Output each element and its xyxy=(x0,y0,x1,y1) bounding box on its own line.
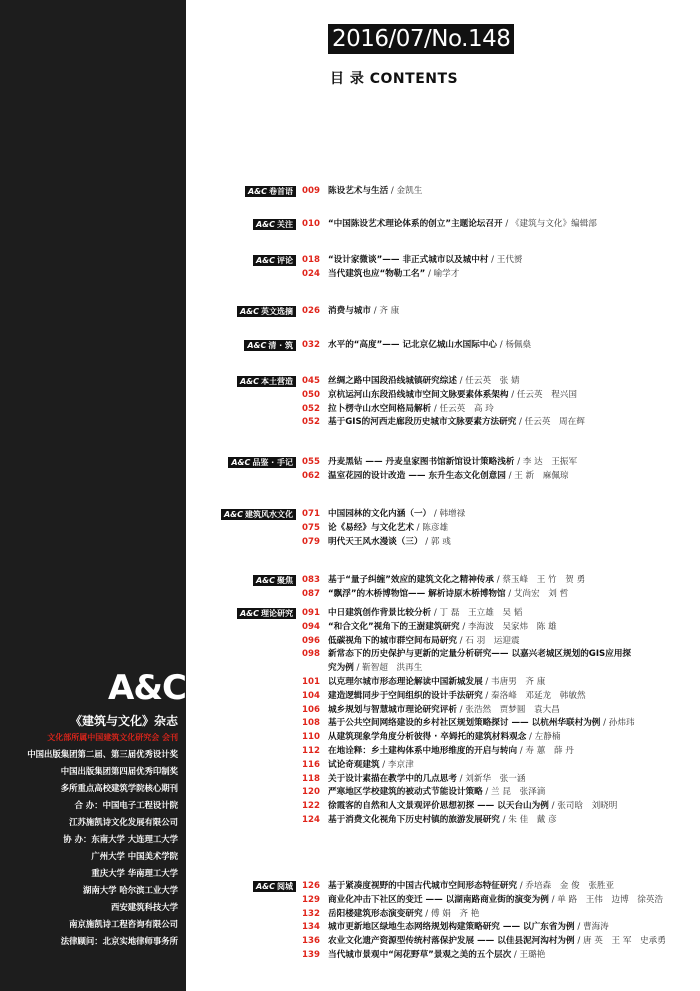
article-author: / 王璐艳 xyxy=(511,950,546,960)
article-author: / 靳智超 洪再生 xyxy=(353,663,423,674)
toc-entry[interactable] xyxy=(328,662,422,674)
page-number: 126 xyxy=(302,881,320,891)
toc-entry[interactable] xyxy=(302,800,617,812)
page-number: 032 xyxy=(302,340,320,350)
section-tag-label: 阅城 xyxy=(277,882,293,891)
toc-entry[interactable] xyxy=(302,676,545,688)
article-author: / 朱 佳 戴 彦 xyxy=(499,815,557,825)
section-tag xyxy=(237,608,296,619)
article-author: / 张浩然 贾梦圆 袁大昌 xyxy=(456,704,560,715)
article-author: / 杨佩燊 xyxy=(496,340,532,350)
toc-entry[interactable] xyxy=(302,648,631,660)
article-title: 在地诠释：乡土建构体系中地形维度的开启与转向 xyxy=(328,746,518,756)
toc-entry[interactable] xyxy=(302,935,666,947)
page-number: 055 xyxy=(302,457,320,467)
article-author: / 任云英 程兴国 xyxy=(508,389,577,400)
article-title: 基于GIS的河西走廊段历史城市文脉要素方法研究 xyxy=(328,417,517,428)
toc-entry[interactable] xyxy=(302,921,609,933)
magazine-name: 《建筑与文化》杂志 xyxy=(69,714,178,728)
toc-entry[interactable] xyxy=(302,894,663,906)
article-title: 明代天王风水漫谈（三） xyxy=(328,536,423,547)
ac-mark: A&C xyxy=(255,576,275,585)
page-number: 026 xyxy=(302,306,320,316)
toc-entry[interactable] xyxy=(302,773,525,785)
article-author: / 韩增禄 xyxy=(431,509,466,519)
article-author: / 李 达 王振军 xyxy=(514,457,578,467)
article-author: / 傅 娟 齐 艳 xyxy=(422,908,480,919)
article-author: / 兰 昆 张泽滴 xyxy=(482,787,546,798)
article-title: 究为例 xyxy=(328,663,354,674)
article-title: 论《易经》与文化艺术 xyxy=(328,522,414,533)
article-title: 当代城市景观中“闲花野草”景观之美的五个层次 xyxy=(328,950,512,960)
toc-entry[interactable] xyxy=(302,574,585,586)
page-number: 083 xyxy=(302,575,320,585)
article-title: 拉卜楞寺山水空间格局解析 xyxy=(328,403,432,414)
article-author: / 任云英 高 玲 xyxy=(431,403,494,414)
page-number: 052 xyxy=(302,417,320,428)
ac-mark: A&C xyxy=(247,341,267,350)
info-line: 江苏施凯诗文化发展有限公司 xyxy=(69,817,178,827)
ac-logo: A&C xyxy=(108,668,186,708)
section-tag xyxy=(253,219,296,230)
article-title: 基于消费文化视角下历史村镇的旅游发展研究 xyxy=(328,815,500,825)
article-author: / 乔培森 金 俊 张胜亚 xyxy=(517,881,615,891)
section-tag-label: 清 · 筑 xyxy=(268,341,293,350)
article-title: 消费与城市 xyxy=(328,306,371,316)
page-number: 106 xyxy=(302,704,320,715)
page-number: 129 xyxy=(302,894,320,905)
toc-entry[interactable] xyxy=(302,218,597,230)
toc-entry[interactable] xyxy=(302,456,577,468)
article-title: “中国陈设艺术理论体系的创立”主题论坛召开 xyxy=(328,219,503,229)
toc-entry[interactable] xyxy=(302,635,520,647)
article-title: “设计家微谈”—— 非正式城市以及城中村 xyxy=(328,255,489,265)
article-title: 以克理尔城市形态理论解读中国新城发展 xyxy=(328,677,483,687)
toc-entry[interactable] xyxy=(302,470,569,482)
article-title: 城市更新地区绿地生态网络规划构建策略研究 —— 以广东省为例 xyxy=(328,922,575,933)
article-author: / 王代赟 xyxy=(488,255,523,265)
article-title: 丝绸之路中国段沿线城镇研究综述 xyxy=(328,376,457,386)
section-tag xyxy=(228,457,296,468)
article-author: / 丁 磊 王立雄 吴 韬 xyxy=(431,608,523,618)
page-number: 122 xyxy=(302,801,320,812)
page-number: 096 xyxy=(302,635,320,646)
article-title: 徐霞客的自然和人文景观评价思想初探 —— 以天台山为例 xyxy=(328,801,549,812)
article-title: 当代建筑也应“物勒工名” xyxy=(328,268,426,279)
ac-mark: A&C xyxy=(239,307,259,316)
page-number: 075 xyxy=(302,522,320,533)
article-title: 基于公共空间网络建设的乡村社区规划策略探讨 —— 以杭州华联村为例 xyxy=(328,718,601,729)
article-title: 试论奇观建筑 xyxy=(328,759,380,770)
section-tag xyxy=(253,575,296,586)
info-line: 湖南大学 哈尔滨工业大学 xyxy=(82,885,178,895)
article-title: 城乡规划与智慧城市理论研究评析 xyxy=(328,704,457,715)
section-tag xyxy=(253,255,296,266)
ac-mark: A&C xyxy=(223,510,243,519)
article-title: 从建筑现象学角度分析彼得 · 卒姆托的建筑材料观念 xyxy=(328,732,527,743)
toc-entry[interactable] xyxy=(302,731,560,743)
toc-entry[interactable] xyxy=(302,621,557,633)
toc-entry[interactable] xyxy=(302,254,523,266)
page-number: 094 xyxy=(302,621,320,632)
toc-entry[interactable] xyxy=(302,416,585,428)
article-author: / 郭 彧 xyxy=(422,536,451,547)
ac-mark: A&C xyxy=(239,609,259,618)
page-number: 118 xyxy=(302,773,320,784)
page-number: 116 xyxy=(302,759,320,770)
info-line: 合 办：中国电子工程设计院 xyxy=(74,800,178,810)
page-number: 071 xyxy=(302,509,320,519)
page-number: 062 xyxy=(302,470,320,481)
ac-mark: A&C xyxy=(255,220,275,229)
ac-mark: A&C xyxy=(231,458,251,467)
toc-entry[interactable] xyxy=(302,814,557,826)
article-author: / 刘新华 张一涵 xyxy=(456,773,526,784)
article-title: 建造逻辑同步于空间组织的设计手法研究 xyxy=(328,690,483,701)
section-tag xyxy=(245,186,296,197)
page-number: 091 xyxy=(302,608,320,618)
toc-entry[interactable] xyxy=(302,588,568,600)
section-tag-label: 英文选摘 xyxy=(261,307,293,316)
toc-entry[interactable] xyxy=(302,949,545,961)
info-line: 南京施凯诗工程咨询有限公司 xyxy=(69,919,178,929)
article-title: 京杭运河山东段沿线城市空间文脉要素体系架构 xyxy=(328,389,509,400)
page-number: 024 xyxy=(302,268,320,279)
article-title: 新常态下的历史保护与更新的定量分析研究—— 以嘉兴老城区规划的GIS应用探 xyxy=(328,649,632,660)
article-author: / 寿 蕙 薛 丹 xyxy=(517,746,574,756)
page-number: 108 xyxy=(302,718,320,729)
article-author: / 李海波 吴家炜 陈 雄 xyxy=(459,621,557,632)
page-number: 101 xyxy=(302,677,320,687)
article-author: / 陈彦雄 xyxy=(413,522,449,533)
page-number: 120 xyxy=(302,787,320,798)
article-author: / 张司晗 刘晓明 xyxy=(548,801,618,812)
section-tag-label: 本土营造 xyxy=(261,377,293,386)
section-tag-label: 品鉴 · 手记 xyxy=(252,458,293,467)
page-number: 050 xyxy=(302,389,320,400)
toc-entry[interactable] xyxy=(302,745,574,757)
article-title: “飘浮”的木桥博物馆—— 解析诗原木桥博物馆 xyxy=(328,588,506,599)
section-tag xyxy=(244,340,296,351)
page-number: 087 xyxy=(302,588,320,599)
article-title: 温室花园的设计改造 —— 东升生态文化创意园 xyxy=(328,470,506,481)
info-line: 法律顾问：北京实地律师事务所 xyxy=(60,936,178,946)
article-author: / 石 羽 运迎震 xyxy=(456,635,520,646)
page-number: 124 xyxy=(302,815,320,825)
ac-mark: A&C xyxy=(247,187,267,196)
article-author: / 《建筑与文化》编辑部 xyxy=(502,219,597,229)
toc-entry[interactable] xyxy=(302,536,451,548)
article-title: 关于设计素描在教学中的几点思考 xyxy=(328,773,457,784)
toc-entry[interactable] xyxy=(302,607,522,619)
contents-title: 目 录 CONTENTS xyxy=(330,71,459,87)
article-author: / 单 路 王伟 边博 徐英浩 xyxy=(548,894,664,905)
article-title: 商业化冲击下社区的变迁 —— 以湖南路商业街的演变为例 xyxy=(328,894,549,905)
article-author: / 曹海涛 xyxy=(574,922,609,933)
article-author: / 蔡玉峰 王 竹 贺 勇 xyxy=(494,575,586,585)
section-tag xyxy=(253,881,296,892)
article-author: / 艾尚宏 刘 哲 xyxy=(505,588,569,599)
article-title: 陈设艺术与生活 xyxy=(328,186,389,196)
article-title: “和合文化”视角下的王澍建筑研究 xyxy=(328,621,460,632)
ac-mark: A&C xyxy=(239,377,259,386)
page-number: 139 xyxy=(302,950,320,960)
page-number: 136 xyxy=(302,936,320,947)
toc-entry[interactable] xyxy=(302,305,399,317)
toc-entry[interactable] xyxy=(302,339,531,351)
page-number: 018 xyxy=(302,255,320,265)
sponsor-line: 文化部所属中国建筑文化研究会 会刊 xyxy=(47,733,178,742)
page-number: 104 xyxy=(302,690,320,701)
article-title: 基于“量子纠缠”效应的建筑文化之精神传承 xyxy=(328,575,494,585)
toc-entry[interactable] xyxy=(302,759,414,771)
article-author: / 唐 英 王 军 史承勇 xyxy=(574,936,666,947)
section-tag xyxy=(237,376,296,387)
page-number: 132 xyxy=(302,908,320,919)
section-tag xyxy=(221,509,296,520)
article-title: 水平的“高度”—— 记北京亿城山水国际中心 xyxy=(328,340,497,350)
article-author: / 王 新 麻佩琼 xyxy=(505,470,569,481)
section-tag-label: 关注 xyxy=(277,220,293,229)
info-line: 协 办：东南大学 大连理工大学 xyxy=(63,834,178,844)
toc-entry[interactable] xyxy=(302,389,577,401)
page-number: 052 xyxy=(302,403,320,414)
article-title: 严寒地区学校建筑的被动式节能设计策略 xyxy=(328,787,483,798)
info-line: 中国出版集团第四届优秀印制奖 xyxy=(60,766,178,776)
toc-entry[interactable] xyxy=(302,522,448,534)
section-tag-label: 评论 xyxy=(277,256,293,265)
article-author: / 孙炜玮 xyxy=(600,718,635,729)
section-tag xyxy=(237,306,296,317)
article-author: / 齐 康 xyxy=(370,306,400,316)
ac-mark: A&C xyxy=(255,256,275,265)
toc-entry[interactable] xyxy=(302,403,494,415)
info-line: 广州大学 中国美术学院 xyxy=(91,851,178,861)
section-tag-label: 建筑风水文化 xyxy=(245,510,293,519)
article-title: 中国园林的文化内涵（一） xyxy=(328,509,432,519)
page-number: 110 xyxy=(302,732,320,743)
ac-mark: A&C xyxy=(255,882,275,891)
article-title: 农业文化遗产资源型传统村落保护发展 —— 以佳县泥河沟村为例 xyxy=(328,936,575,947)
article-author: / 金凯生 xyxy=(388,186,423,196)
toc-entry[interactable] xyxy=(302,704,560,716)
page-number: 112 xyxy=(302,746,320,756)
toc-entry[interactable] xyxy=(302,268,459,280)
info-line: 西安建筑科技大学 xyxy=(111,902,178,912)
article-author: / 喻学才 xyxy=(425,268,460,279)
article-author: / 任云英 周在辉 xyxy=(516,417,585,428)
toc-entry[interactable] xyxy=(302,717,635,729)
section-tag-label: 聚焦 xyxy=(277,576,293,585)
toc-entry[interactable] xyxy=(302,786,545,798)
toc-entry[interactable] xyxy=(302,375,520,387)
page-number: 134 xyxy=(302,922,320,933)
article-author: / 李京津 xyxy=(379,759,414,770)
article-title: 中日建筑创作背景比较分析 xyxy=(328,608,432,618)
toc-entry[interactable] xyxy=(302,880,614,892)
article-title: 岳阳楼建筑形态演变研究 xyxy=(328,908,423,919)
section-tag-label: 卷首语 xyxy=(269,187,293,196)
toc-entry[interactable] xyxy=(302,508,465,520)
toc-entry[interactable] xyxy=(302,908,479,920)
article-title: 低碳视角下的城市群空间布局研究 xyxy=(328,635,457,646)
page-number: 079 xyxy=(302,536,320,547)
article-author: / 左静楠 xyxy=(526,732,561,743)
article-author: / 任云英 张 婧 xyxy=(456,376,520,386)
info-line: 多所重点高校建筑学院核心期刊 xyxy=(60,783,178,793)
toc-entry[interactable] xyxy=(302,185,422,197)
page-number: 010 xyxy=(302,219,320,229)
page-number: 009 xyxy=(302,186,320,196)
toc-entry[interactable] xyxy=(302,690,586,702)
article-title: 丹麦黑钻 —— 丹麦皇家图书馆新馆设计策略浅析 xyxy=(328,457,515,467)
info-line: 中国出版集团第二届、第三届优秀设计奖 xyxy=(27,749,178,759)
issue-number: 2016/07/No.148 xyxy=(328,24,514,54)
page-number: 098 xyxy=(302,649,320,660)
article-author: / 秦洛峰 邓延龙 韩敏然 xyxy=(482,690,586,701)
info-line: 重庆大学 华南理工大学 xyxy=(91,868,178,878)
section-tag-label: 理论研究 xyxy=(261,609,293,618)
article-author: / 韦唐男 齐 康 xyxy=(482,677,546,687)
article-title: 基于紧凑度视野的中国古代城市空间形态特征研究 xyxy=(328,881,518,891)
page-number: 045 xyxy=(302,376,320,386)
